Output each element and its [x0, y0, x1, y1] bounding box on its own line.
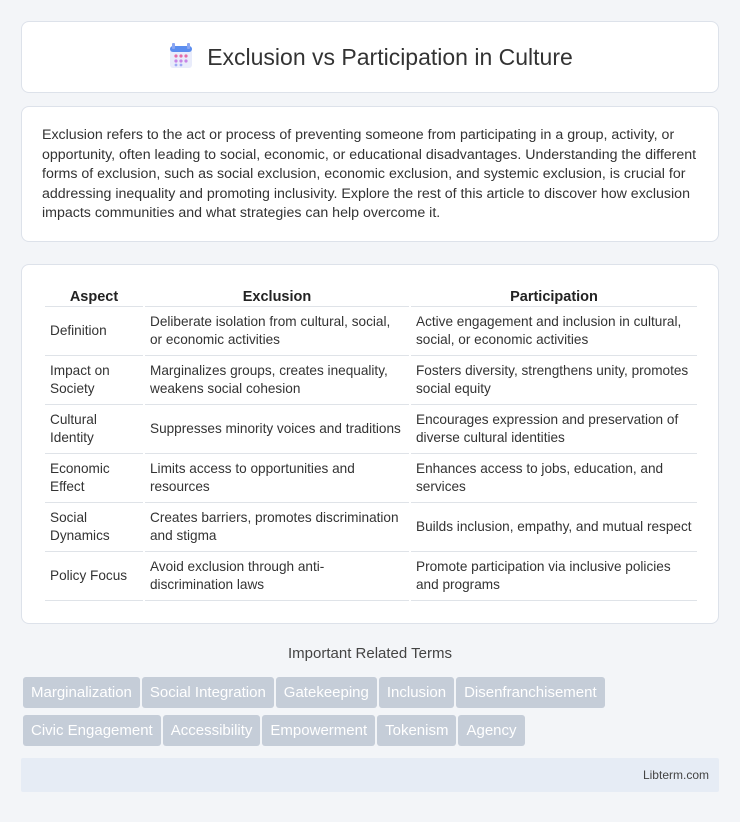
related-terms-title: Important Related Terms — [288, 645, 452, 662]
table-cell-aspect: Social Dynamics — [45, 503, 143, 552]
table-cell-aspect: Definition — [45, 307, 143, 356]
intro-card — [21, 106, 719, 242]
table-header-row — [45, 285, 697, 307]
table-row — [45, 503, 697, 552]
related-term-tag[interactable]: Gatekeeping — [276, 677, 377, 708]
table-cell-aspect: Impact on Society — [45, 356, 143, 405]
table-cell-exclusion: Marginalizes groups, creates inequality, weakens social cohesion — [145, 356, 409, 405]
table-cell-exclusion: Limits access to opportunities and resources — [145, 454, 409, 503]
related-term-tag[interactable]: Disenfranchisement — [456, 677, 605, 708]
table-row — [45, 552, 697, 601]
table-cell-aspect: Cultural Identity — [45, 405, 143, 454]
related-term-tag[interactable]: Marginalization — [23, 677, 140, 708]
table-cell-aspect: Economic Effect — [45, 454, 143, 503]
table-cell-exclusion: Creates barriers, promotes discrimination and stigma — [145, 503, 409, 552]
related-term-tag[interactable]: Tokenism — [377, 715, 456, 746]
calendar-grid-icon — [167, 43, 195, 71]
footer-site-link[interactable]: Libterm.com — [642, 768, 709, 782]
related-term-tag[interactable]: Empowerment — [262, 715, 375, 746]
footer — [21, 758, 719, 792]
related-term-tag[interactable]: Inclusion — [379, 677, 454, 708]
column-header-participation: Participation — [411, 285, 697, 307]
table-cell-aspect: Policy Focus — [45, 552, 143, 601]
related-term-tag[interactable]: Accessibility — [163, 715, 261, 746]
related-terms-list — [23, 677, 723, 753]
comparison-table — [43, 285, 699, 601]
table-row — [45, 405, 697, 454]
table-row — [45, 454, 697, 503]
related-term-tag[interactable]: Social Integration — [142, 677, 274, 708]
related-term-tag[interactable]: Agency — [458, 715, 524, 746]
column-header-aspect: Aspect — [45, 285, 143, 307]
table-cell-participation: Builds inclusion, empathy, and mutual respect — [411, 503, 697, 552]
table-cell-participation: Active engagement and inclusion in cultural, social, or economic activities — [411, 307, 697, 356]
table-row — [45, 356, 697, 405]
table-cell-exclusion: Deliberate isolation from cultural, social, or economic activities — [145, 307, 409, 356]
related-term-tag[interactable]: Civic Engagement — [23, 715, 161, 746]
table-cell-participation: Fosters diversity, strengthens unity, promotes social equity — [411, 356, 697, 405]
table-cell-exclusion: Suppresses minority voices and traditions — [145, 405, 409, 454]
table-cell-participation: Encourages expression and preservation of diverse cultural identities — [411, 405, 697, 454]
column-header-exclusion: Exclusion — [145, 285, 409, 307]
comparison-table-card — [21, 264, 719, 624]
title-card — [21, 21, 719, 93]
table-cell-participation: Promote participation via inclusive policies and programs — [411, 552, 697, 601]
table-row — [45, 307, 697, 356]
intro-text: Exclusion refers to the act or process of preventing someone from participating in a group, activity, or opportunity, often leading to social, economic, or educational disadvantages. Understanding the different forms of exclusion, such as social exclusion, economic exclusion, and systemic exclusion, is crucial for addressing inequality and promoting inclusivity. Explore the rest of this article to discover how exclusion impacts communities and what strategies can help overcome it. — [42, 127, 697, 221]
table-cell-exclusion: Avoid exclusion through anti-discrimination laws — [145, 552, 409, 601]
table-cell-participation: Enhances access to jobs, education, and services — [411, 454, 697, 503]
page-title: Exclusion vs Participation in Culture — [207, 43, 573, 70]
